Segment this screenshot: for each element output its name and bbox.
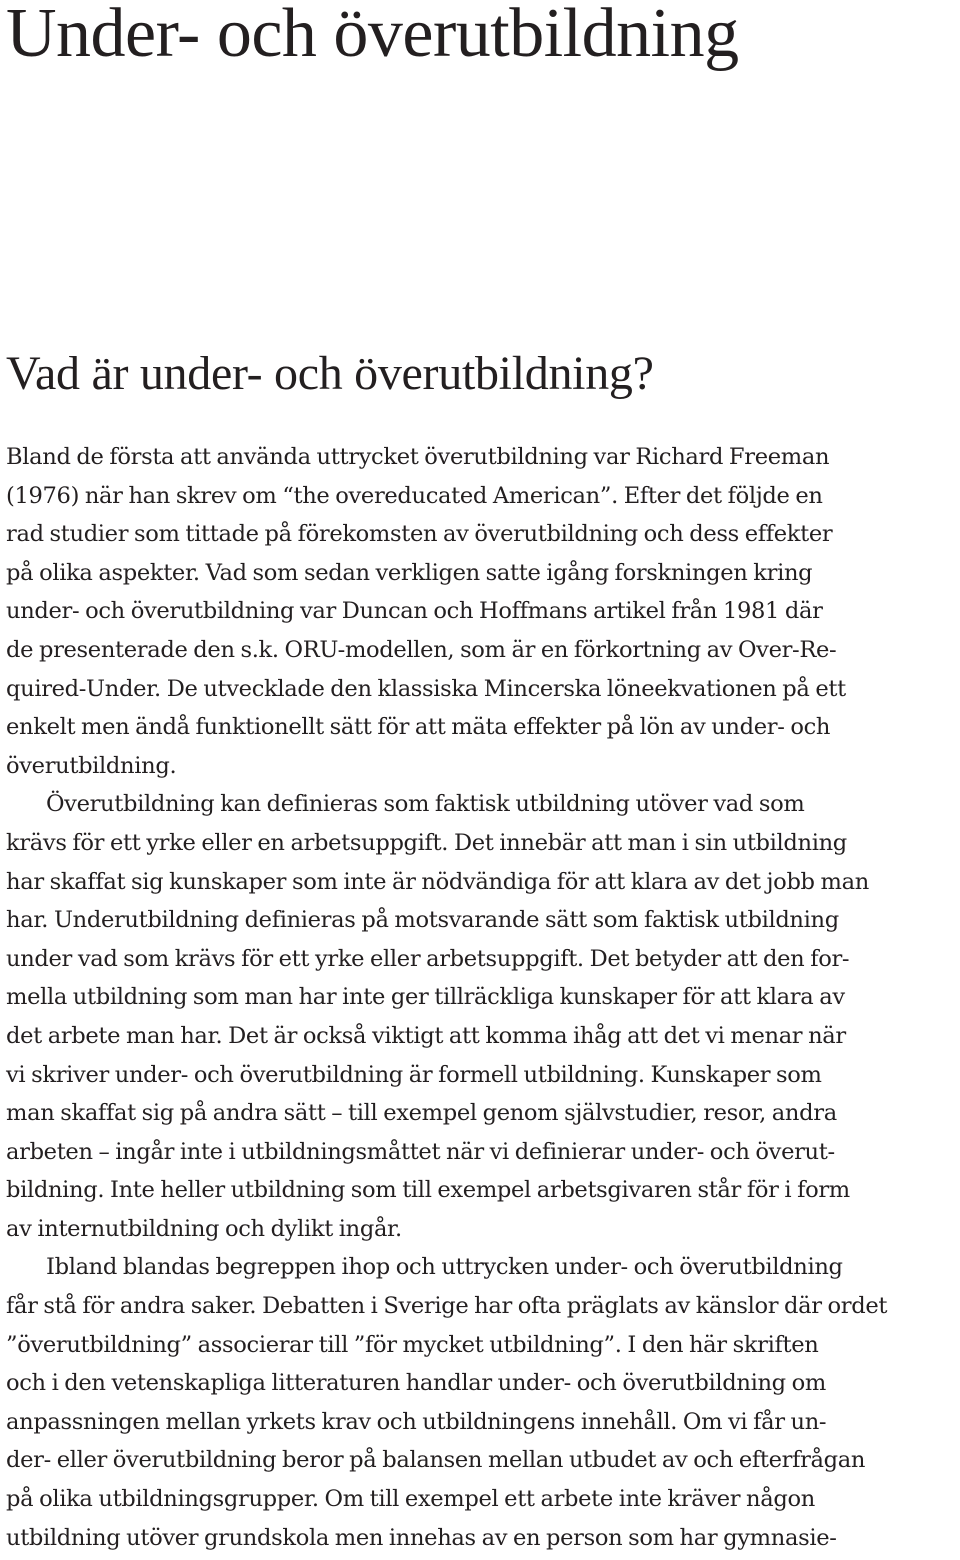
text-line: ”överutbildning” associerar till ”för mycket utbildning”. I den här skriften	[6, 1331, 819, 1358]
text-line: Ibland blandas begreppen ihop och uttrycken under- och överutbildning	[46, 1254, 843, 1281]
text-line: utbildning utöver grundskola men innehas av en person som har gymnasie-	[6, 1524, 837, 1551]
text-line: har. Underutbildning definieras på motsvarande sätt som faktisk utbildning	[6, 907, 839, 934]
text-line: Överutbildning kan definieras som faktisk utbildning utöver vad som	[46, 791, 805, 818]
text-line: (1976) när han skrev om “the overeducated American”. Efter det följde en	[6, 482, 823, 509]
text-line: mella utbildning som man har inte ger tillräckliga kunskaper för att klara av	[6, 984, 845, 1011]
text-line: vi skriver under- och överutbildning är formell utbildning. Kunskaper som	[6, 1061, 822, 1088]
paragraph	[6, 438, 956, 785]
text-line: överutbildning.	[6, 752, 177, 779]
text-line: av internutbildning och dylikt ingår.	[6, 1215, 402, 1242]
text-line: på olika utbildningsgrupper. Om till exempel ett arbete inte kräver någon	[6, 1486, 815, 1513]
text-line: det arbete man har. Det är också viktigt att komma ihåg att det vi menar när	[6, 1022, 846, 1049]
text-line: man skaffat sig på andra sätt – till exempel genom självstudier, resor, andra	[6, 1100, 837, 1127]
paragraph	[6, 785, 956, 1248]
text-line: har skaffat sig kunskaper som inte är nödvändiga för att klara av det jobb man	[6, 868, 869, 895]
text-line: enkelt men ändå funktionellt sätt för att mäta effekter på lön av under- och	[6, 714, 831, 741]
text-line: under vad som krävs för ett yrke eller arbetsuppgift. Det betyder att den for-	[6, 945, 850, 972]
text-line: Bland de första att använda uttrycket överutbildning var Richard Freeman	[6, 444, 830, 470]
text-line: på olika aspekter. Vad som sedan verkligen satte igång forskningen kring	[6, 559, 813, 586]
body-text	[6, 438, 956, 1557]
text-line: och i den vetenskapliga litteraturen handlar under- och överutbildning om	[6, 1370, 826, 1397]
text-line: rad studier som tittade på förekomsten av överutbildning och dess effekter	[6, 521, 833, 548]
document-title: Under- och överutbildning	[6, 0, 739, 72]
text-line: får stå för andra saker. Debatten i Sverige har ofta präglats av känslor där ordet	[6, 1293, 888, 1320]
text-line: anpassningen mellan yrkets krav och utbildningens innehåll. Om vi får un-	[6, 1408, 827, 1435]
text-line: under- och överutbildning var Duncan och Hoffmans artikel från 1981 där	[6, 598, 823, 625]
text-line: quired-Under. De utvecklade den klassiska Mincerska löneekvationen på ett	[6, 675, 846, 702]
text-line: bildning. Inte heller utbildning som till exempel arbetsgivaren står för i form	[6, 1177, 850, 1204]
text-line: arbeten – ingår inte i utbildningsmåttet när vi definierar under- och överut-	[6, 1138, 835, 1165]
text-line: krävs för ett yrke eller en arbetsuppgift. Det innebär att man i sin utbildning	[6, 829, 847, 856]
text-line: de presenterade den s.k. ORU-modellen, som är en förkortning av Over-Re-	[6, 636, 837, 663]
paragraph	[6, 1248, 956, 1557]
section-heading: Vad är under- och överutbildning?	[6, 347, 654, 400]
text-line: der- eller överutbildning beror på balansen mellan utbudet av och efterfrågan	[6, 1447, 866, 1474]
